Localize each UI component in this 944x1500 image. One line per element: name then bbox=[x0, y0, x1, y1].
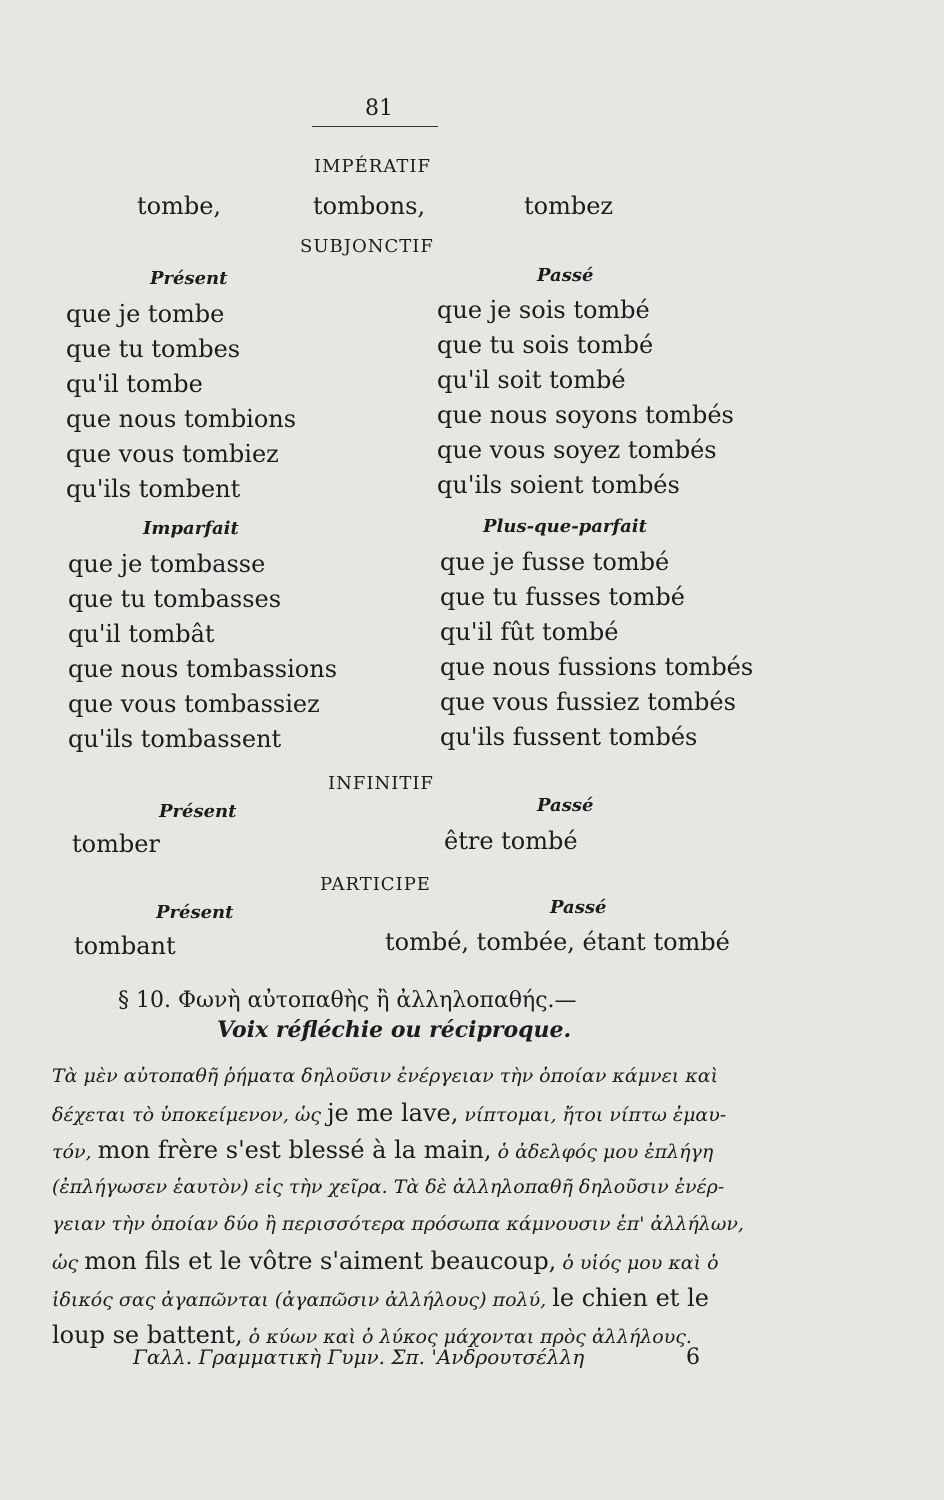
subjonctif-heading: SUBJONCTIF bbox=[300, 236, 434, 257]
page-number: 81 bbox=[365, 96, 393, 121]
french-example: le chien et le bbox=[552, 1284, 709, 1312]
imparfait-list bbox=[68, 547, 337, 757]
conjugation-line: que je tombasse bbox=[68, 550, 266, 578]
infinitif-heading: INFINITIF bbox=[328, 773, 434, 794]
imperatif-heading: IMPÉRATIF bbox=[314, 156, 431, 177]
greek-text: δέχεται τὸ ὑποκείμενον, ὡς bbox=[52, 1104, 328, 1126]
footer-text: Γαλλ. Γραμματικὴ Γυμν. Σπ. 'Ανδρουτσέλλη bbox=[133, 1345, 585, 1369]
greek-text: νίπτομαι, ἤτοι νίπτω ἐμαυ- bbox=[458, 1104, 727, 1126]
subjonctif-passe-list bbox=[437, 293, 734, 503]
participe-passe: tombé, tombée, étant tombé bbox=[385, 928, 730, 956]
paragraph-line bbox=[52, 1132, 767, 1169]
paragraph-line bbox=[52, 1169, 767, 1206]
greek-text: (ἐπλήγωσεν ἑαυτὸν) εἰς τὴν χεῖρα. Τὰ δὲ ἀλληλοπαθῆ δηλοῦσιν ἐνέρ- bbox=[52, 1176, 725, 1198]
conjugation-line: que je fusse tombé bbox=[440, 548, 670, 576]
greek-text: ὁ υἱός μου καὶ ὁ bbox=[556, 1252, 719, 1274]
plusqueparfait-list bbox=[440, 545, 753, 755]
conjugation-line: qu'il fût tombé bbox=[440, 618, 619, 646]
french-example: loup se battent, bbox=[52, 1321, 243, 1349]
conjugation-line: que je sois tombé bbox=[437, 296, 650, 324]
conjugation-line: qu'ils soient tombés bbox=[437, 471, 680, 499]
conjugation-line: qu'il tombât bbox=[68, 620, 215, 648]
greek-text: τόν, bbox=[52, 1141, 98, 1163]
imperatif-form: tombons, bbox=[313, 192, 426, 220]
section-subtitle: Voix réfléchie ou réciproque. bbox=[217, 1017, 572, 1043]
paragraph-line bbox=[52, 1058, 767, 1095]
subjonctif-present-list bbox=[66, 297, 296, 507]
conjugation-line: qu'ils tombent bbox=[66, 475, 241, 503]
conjugation-line: que nous fussions tombés bbox=[440, 653, 754, 681]
conjugation-line: que nous soyons tombés bbox=[437, 401, 734, 429]
paragraph-line bbox=[52, 1280, 767, 1317]
conjugation-line: que tu tombes bbox=[66, 335, 241, 363]
infinitif-passe: être tombé bbox=[444, 827, 578, 855]
header-rule bbox=[312, 126, 438, 127]
conjugation-line: que tu tombasses bbox=[68, 585, 282, 613]
conjugation-line: que nous tombions bbox=[66, 405, 297, 433]
conjugation-line: que nous tombassions bbox=[68, 655, 338, 683]
french-example: je me lave, bbox=[327, 1099, 459, 1127]
participe-passe-label: Passé bbox=[550, 897, 607, 918]
greek-text: Τὰ μὲν αὐτοπαθῆ ῥήματα δηλοῦσιν ἐνέργειαν τὴν ὁποίαν κάμνει καὶ bbox=[52, 1065, 719, 1087]
infinitif-present-label: Présent bbox=[159, 801, 237, 822]
imperatif-form: tombez bbox=[524, 192, 614, 220]
subjonctif-passe-label: Passé bbox=[537, 265, 594, 286]
greek-text: γειαν τὴν ὁποίαν δύο ἢ περισσότερα πρόσωπα κάμνουσιν ἐπ' ἀλλήλων, bbox=[52, 1213, 744, 1235]
participe-present: tombant bbox=[74, 932, 176, 960]
subjonctif-present-label: Présent bbox=[150, 268, 228, 289]
french-example: mon frère s'est blessé à la main, bbox=[97, 1136, 492, 1164]
imperatif-form: tombe, bbox=[137, 192, 222, 220]
participe-present-label: Présent bbox=[156, 902, 234, 923]
conjugation-line: qu'il tombe bbox=[66, 370, 203, 398]
paragraph-line bbox=[52, 1206, 767, 1243]
section-title: § 10. Φωνὴ αὐτοπαθὴς ἢ ἀλληλοπαθής.— bbox=[118, 988, 577, 1013]
conjugation-line: que vous fussiez tombés bbox=[440, 688, 736, 716]
greek-text: ἰδικός σας ἀγαπῶνται (ἀγαπῶσιν ἀλλήλους) πολύ, bbox=[52, 1289, 553, 1311]
french-example: mon fils et le vôtre s'aiment beaucoup, bbox=[84, 1247, 557, 1275]
conjugation-line: que tu fusses tombé bbox=[440, 583, 685, 611]
conjugation-line: que vous tombassiez bbox=[68, 690, 320, 718]
footer-signature: 6 bbox=[686, 1345, 700, 1370]
conjugation-line: que vous tombiez bbox=[66, 440, 279, 468]
greek-text: ὁ κύων καὶ ὁ λύκος μάχονται πρὸς ἀλλήλους. bbox=[242, 1326, 692, 1348]
infinitif-passe-label: Passé bbox=[537, 795, 594, 816]
conjugation-line: que tu sois tombé bbox=[437, 331, 654, 359]
conjugation-line: qu'il soit tombé bbox=[437, 366, 626, 394]
paragraph-line bbox=[52, 1243, 767, 1280]
greek-text: ὡς bbox=[52, 1252, 85, 1274]
infinitif-present: tomber bbox=[72, 830, 160, 858]
conjugation-line: qu'ils tombassent bbox=[68, 725, 282, 753]
participe-heading: PARTICIPE bbox=[320, 874, 431, 895]
greek-text: ὁ ἀδελφός μου ἐπλήγη bbox=[491, 1141, 714, 1163]
conjugation-line: qu'ils fussent tombés bbox=[440, 723, 698, 751]
plusqueparfait-label: Plus-que-parfait bbox=[483, 516, 647, 537]
section-paragraph bbox=[52, 1058, 767, 1354]
paragraph-line bbox=[52, 1095, 767, 1132]
conjugation-line: que vous soyez tombés bbox=[437, 436, 717, 464]
conjugation-line: que je tombe bbox=[66, 300, 225, 328]
imparfait-label: Imparfait bbox=[143, 518, 239, 539]
